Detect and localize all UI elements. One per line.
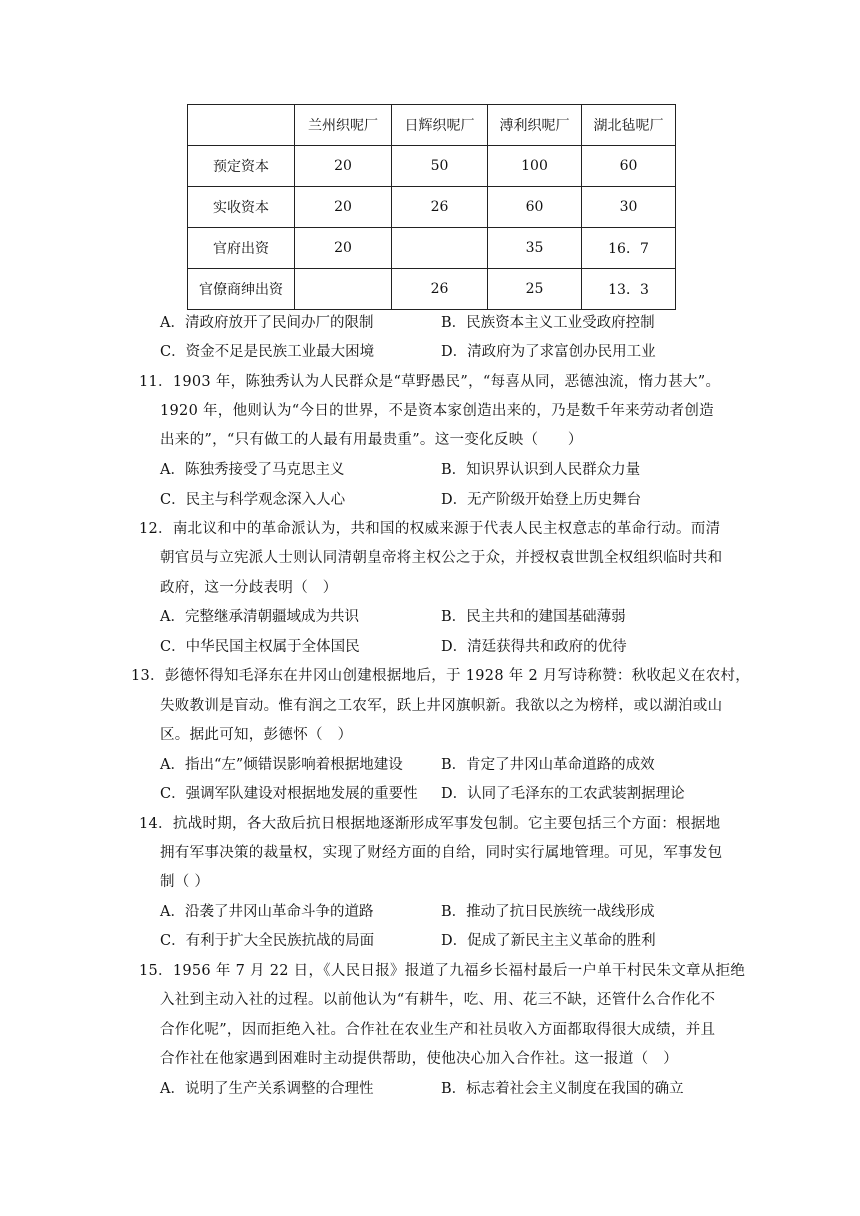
table-cell: 13．3 xyxy=(582,269,676,310)
q12-option-c[interactable]: C．中华民国主权属于全体国民 xyxy=(160,639,360,655)
table-cell: 26 xyxy=(392,269,488,310)
table-cell: 26 xyxy=(392,187,488,228)
table-row-label: 官僚商绅出资 xyxy=(188,269,295,310)
q15-stem-line: 合作化呢”，因而拒绝入社。合作社在农业生产和社员收入方面都取得很大成绩，并且 xyxy=(160,1022,716,1038)
q12-option-d[interactable]: D．清廷获得共和政府的优待 xyxy=(441,639,627,655)
q10-option-a[interactable]: A．清政府放开了民间办厂的限制 xyxy=(160,315,374,331)
q15-stem-line: 入社到主动入社的过程。以前他认为“有耕牛，吃、用、花三不缺，还管什么合作化不 xyxy=(160,992,716,1008)
q15-stem-line: 15．1956 年 7 月 22 日，《人民日报》报道了九福乡长福村最后一户单干村民朱文章从拒绝 xyxy=(139,963,746,979)
table-cell xyxy=(295,269,392,310)
q10-option-c[interactable]: C．资金不足是民族工业最大困境 xyxy=(160,344,375,360)
q11-option-d[interactable]: D．无产阶级开始登上历史舞台 xyxy=(441,492,642,508)
table-header-cell: 日辉织呢厂 xyxy=(392,105,488,146)
table-cell: 20 xyxy=(295,187,392,228)
q15-stem-line: 合作社在他家遇到困难时主动提供帮助，使他决心加入合作社。这一报道（ ） xyxy=(160,1051,678,1067)
table-cell: 20 xyxy=(295,228,392,269)
q11-option-b[interactable]: B．知识界认识到人民群众力量 xyxy=(441,462,641,478)
q12-stem-line: 朝官员与立宪派人士则认同清朝皇帝将主权公之于众，并授权袁世凯全权组织临时共和 xyxy=(160,550,723,566)
q12-option-a[interactable]: A．完整继承清朝疆域成为共识 xyxy=(160,609,359,625)
table-header-cell: 湖北毡呢厂 xyxy=(582,105,676,146)
table-cell: 60 xyxy=(582,146,676,187)
table-cell: 60 xyxy=(488,187,582,228)
table-cell: 30 xyxy=(582,187,676,228)
q10-option-d[interactable]: D．清政府为了求富创办民用工业 xyxy=(441,344,656,360)
q14-option-c[interactable]: C．有利于扩大全民族抗战的局面 xyxy=(160,933,375,949)
q15-option-a[interactable]: A．说明了生产关系调整的合理性 xyxy=(160,1081,374,1097)
table-cell: 16．7 xyxy=(582,228,676,269)
table-cell xyxy=(188,105,295,146)
q13-stem-line: 区。据此可知，彭德怀（ ） xyxy=(160,727,353,743)
factory-capital-table xyxy=(187,104,676,310)
q11-stem-line: 11．1903 年，陈独秀认为人民群众是“草野愚民”，“每喜从同，恶德浊流，惰力甚大”。 xyxy=(139,374,721,390)
table-row xyxy=(188,146,676,187)
table-row xyxy=(188,187,676,228)
q14-stem-line: 14．抗战时期，各大敌后抗日根据地逐渐形成军事发包制。它主要包括三个方面：根据地 xyxy=(139,816,721,832)
q13-stem-line: 13．彭德怀得知毛泽东在井冈山创建根据地后，于 1928 年 2 月写诗称赞：秋收起义在农村， xyxy=(131,668,751,684)
table-header-cell: 溥利织呢厂 xyxy=(488,105,582,146)
q10-option-b[interactable]: B．民族资本主义工业受政府控制 xyxy=(441,315,655,331)
table-header-cell: 兰州织呢厂 xyxy=(295,105,392,146)
table-cell: 35 xyxy=(488,228,582,269)
q11-stem-line: 1920 年，他则认为“今日的世界，不是资本家创造出来的，乃是数千年来劳动者创造 xyxy=(160,403,714,419)
q14-option-b[interactable]: B．推动了抗日民族统一战线形成 xyxy=(441,904,655,920)
table-row-label: 实收资本 xyxy=(188,187,295,228)
q12-option-b[interactable]: B．民主共和的建国基础薄弱 xyxy=(441,609,626,625)
table-cell: 100 xyxy=(488,146,582,187)
table-cell: 25 xyxy=(488,269,582,310)
q14-stem-line: 制（ ） xyxy=(160,874,210,890)
q14-option-d[interactable]: D．促成了新民主主义革命的胜利 xyxy=(441,933,656,949)
q13-option-a[interactable]: A．指出“左”倾错误影响着根据地建设 xyxy=(160,757,403,773)
q13-option-d[interactable]: D．认同了毛泽东的工农武装割据理论 xyxy=(441,786,685,802)
table-cell: 20 xyxy=(295,146,392,187)
table-cell: 50 xyxy=(392,146,488,187)
q11-option-a[interactable]: A．陈独秀接受了马克思主义 xyxy=(160,462,345,478)
table-row-label: 预定资本 xyxy=(188,146,295,187)
q13-option-b[interactable]: B．肯定了井冈山革命道路的成效 xyxy=(441,757,655,773)
q12-stem-line: 政府，这一分歧表明（ ） xyxy=(160,580,338,596)
q13-option-c[interactable]: C．强调军队建设对根据地发展的重要性 xyxy=(160,786,418,802)
table-row xyxy=(188,228,676,269)
q14-stem-line: 拥有军事决策的裁量权，实现了财经方面的自给，同时实行属地管理。可见，军事发包 xyxy=(160,845,723,861)
table-header-row xyxy=(188,105,676,146)
table-cell xyxy=(392,228,488,269)
table-row-label: 官府出资 xyxy=(188,228,295,269)
q14-option-a[interactable]: A．沿袭了井冈山革命斗争的道路 xyxy=(160,904,374,920)
q11-option-c[interactable]: C．民主与科学观念深入人心 xyxy=(160,492,346,508)
q11-stem-line: 出来的”，“只有做工的人最有用最贵重”。这一变化反映（ ） xyxy=(160,432,583,448)
q13-stem-line: 失败教训是盲动。惟有润之工农军，跃上井冈旗帜新。我欲以之为榜样，或以湖泊或山 xyxy=(160,698,723,714)
table-row xyxy=(188,269,676,310)
q15-option-b[interactable]: B．标志着社会主义制度在我国的确立 xyxy=(441,1081,684,1097)
q12-stem-line: 12．南北议和中的革命派认为，共和国的权威来源于代表人民主权意志的革命行动。而清 xyxy=(139,521,721,537)
